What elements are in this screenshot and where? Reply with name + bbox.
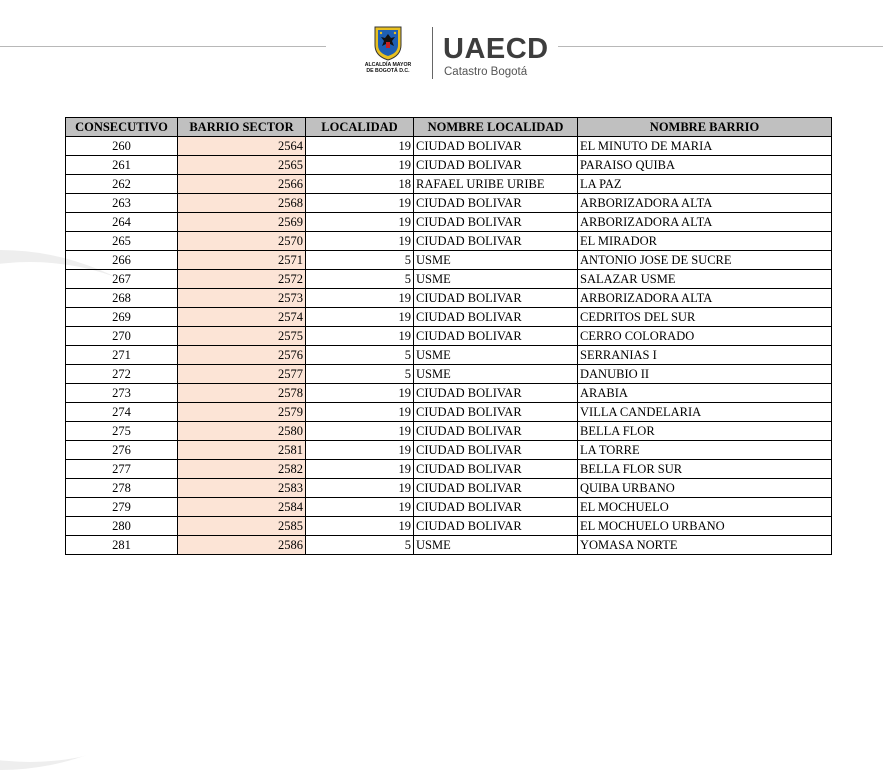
cell-localidad: 19	[306, 289, 414, 308]
cell-barrio-sector: 2571	[178, 251, 306, 270]
table-row	[66, 327, 832, 346]
cell-nombre-localidad: CIUDAD BOLIVAR	[414, 479, 578, 498]
cell-localidad: 5	[306, 346, 414, 365]
cell-localidad: 5	[306, 270, 414, 289]
cell-consecutivo: 268	[66, 289, 178, 308]
cell-nombre-barrio: ARABIA	[578, 384, 832, 403]
brand-subtitle: Catastro Bogotá	[444, 66, 528, 78]
cell-consecutivo: 269	[66, 308, 178, 327]
cell-localidad: 19	[306, 194, 414, 213]
barrios-table	[65, 117, 832, 555]
cell-localidad: 19	[306, 156, 414, 175]
cell-consecutivo: 264	[66, 213, 178, 232]
cell-nombre-barrio: QUIBA URBANO	[578, 479, 832, 498]
table-row	[66, 346, 832, 365]
cell-localidad: 19	[306, 327, 414, 346]
cell-localidad: 19	[306, 441, 414, 460]
cell-barrio-sector: 2566	[178, 175, 306, 194]
cell-localidad: 19	[306, 403, 414, 422]
cell-nombre-localidad: USME	[414, 251, 578, 270]
cell-localidad: 19	[306, 213, 414, 232]
cell-nombre-localidad: CIUDAD BOLIVAR	[414, 327, 578, 346]
cell-nombre-barrio: CEDRITOS DEL SUR	[578, 308, 832, 327]
cell-nombre-barrio: ANTONIO JOSE DE SUCRE	[578, 251, 832, 270]
cell-consecutivo: 265	[66, 232, 178, 251]
cell-localidad: 19	[306, 479, 414, 498]
cell-localidad: 19	[306, 137, 414, 156]
table-row	[66, 403, 832, 422]
cell-localidad: 19	[306, 308, 414, 327]
cell-consecutivo: 260	[66, 137, 178, 156]
cell-barrio-sector: 2575	[178, 327, 306, 346]
alcaldia-text-line1: ALCALDÍA MAYOR	[364, 62, 412, 68]
column-header-barrio-sector: BARRIO SECTOR	[178, 118, 306, 137]
cell-consecutivo: 278	[66, 479, 178, 498]
header-rule-left	[0, 46, 326, 47]
brand-title: UAECD	[443, 33, 549, 65]
cell-nombre-barrio: VILLA CANDELARIA	[578, 403, 832, 422]
cell-barrio-sector: 2576	[178, 346, 306, 365]
cell-nombre-localidad: USME	[414, 536, 578, 555]
table-row	[66, 365, 832, 384]
cell-nombre-barrio: EL MOCHUELO URBANO	[578, 517, 832, 536]
cell-nombre-localidad: CIUDAD BOLIVAR	[414, 213, 578, 232]
cell-nombre-localidad: RAFAEL URIBE URIBE	[414, 175, 578, 194]
cell-nombre-barrio: BELLA FLOR SUR	[578, 460, 832, 479]
cell-consecutivo: 271	[66, 346, 178, 365]
cell-barrio-sector: 2577	[178, 365, 306, 384]
table-row	[66, 517, 832, 536]
cell-localidad: 19	[306, 384, 414, 403]
cell-barrio-sector: 2564	[178, 137, 306, 156]
alcaldia-text	[360, 62, 416, 74]
cell-nombre-localidad: USME	[414, 365, 578, 384]
table-row	[66, 422, 832, 441]
table-row	[66, 175, 832, 194]
cell-consecutivo: 261	[66, 156, 178, 175]
cell-barrio-sector: 2584	[178, 498, 306, 517]
cell-barrio-sector: 2580	[178, 422, 306, 441]
cell-consecutivo: 275	[66, 422, 178, 441]
table-header-row	[66, 118, 832, 137]
table-row	[66, 384, 832, 403]
cell-localidad: 19	[306, 460, 414, 479]
table-row	[66, 289, 832, 308]
cell-consecutivo: 262	[66, 175, 178, 194]
cell-nombre-localidad: CIUDAD BOLIVAR	[414, 384, 578, 403]
cell-localidad: 19	[306, 422, 414, 441]
cell-nombre-localidad: CIUDAD BOLIVAR	[414, 194, 578, 213]
table-body	[66, 137, 832, 555]
cell-nombre-localidad: CIUDAD BOLIVAR	[414, 460, 578, 479]
cell-localidad: 19	[306, 232, 414, 251]
cell-consecutivo: 266	[66, 251, 178, 270]
cell-nombre-barrio: SALAZAR USME	[578, 270, 832, 289]
cell-barrio-sector: 2585	[178, 517, 306, 536]
cell-barrio-sector: 2581	[178, 441, 306, 460]
bogota-shield-icon	[373, 25, 403, 61]
table-row	[66, 232, 832, 251]
cell-nombre-localidad: CIUDAD BOLIVAR	[414, 289, 578, 308]
cell-barrio-sector: 2579	[178, 403, 306, 422]
cell-nombre-localidad: CIUDAD BOLIVAR	[414, 308, 578, 327]
column-header-nombre-localidad: NOMBRE LOCALIDAD	[414, 118, 578, 137]
cell-localidad: 19	[306, 498, 414, 517]
cell-localidad: 5	[306, 365, 414, 384]
cell-nombre-localidad: CIUDAD BOLIVAR	[414, 498, 578, 517]
cell-nombre-barrio: EL MINUTO DE MARIA	[578, 137, 832, 156]
cell-nombre-barrio: LA PAZ	[578, 175, 832, 194]
table-row	[66, 270, 832, 289]
cell-nombre-barrio: YOMASA NORTE	[578, 536, 832, 555]
cell-nombre-localidad: USME	[414, 346, 578, 365]
cell-consecutivo: 273	[66, 384, 178, 403]
cell-nombre-barrio: EL MIRADOR	[578, 232, 832, 251]
cell-nombre-localidad: CIUDAD BOLIVAR	[414, 517, 578, 536]
table-row	[66, 137, 832, 156]
header-rule-right	[558, 46, 883, 47]
cell-consecutivo: 272	[66, 365, 178, 384]
cell-consecutivo: 280	[66, 517, 178, 536]
table-row	[66, 213, 832, 232]
cell-barrio-sector: 2586	[178, 536, 306, 555]
table-row	[66, 251, 832, 270]
column-header-consecutivo: CONSECUTIVO	[66, 118, 178, 137]
cell-nombre-localidad: CIUDAD BOLIVAR	[414, 403, 578, 422]
table-row	[66, 308, 832, 327]
cell-nombre-barrio: PARAISO QUIBA	[578, 156, 832, 175]
cell-nombre-localidad: CIUDAD BOLIVAR	[414, 441, 578, 460]
cell-nombre-localidad: USME	[414, 270, 578, 289]
table-row	[66, 536, 832, 555]
cell-consecutivo: 276	[66, 441, 178, 460]
cell-localidad: 5	[306, 251, 414, 270]
cell-consecutivo: 263	[66, 194, 178, 213]
cell-barrio-sector: 2565	[178, 156, 306, 175]
table-row	[66, 460, 832, 479]
cell-nombre-barrio: SERRANIAS I	[578, 346, 832, 365]
table-row	[66, 156, 832, 175]
cell-barrio-sector: 2574	[178, 308, 306, 327]
table-row	[66, 441, 832, 460]
cell-nombre-barrio: ARBORIZADORA ALTA	[578, 289, 832, 308]
cell-consecutivo: 281	[66, 536, 178, 555]
alcaldia-text-line2: DE BOGOTÁ D.C.	[366, 68, 410, 74]
cell-nombre-barrio: BELLA FLOR	[578, 422, 832, 441]
cell-consecutivo: 274	[66, 403, 178, 422]
alcaldia-logo	[360, 22, 416, 86]
table-row	[66, 479, 832, 498]
cell-nombre-barrio: DANUBIO II	[578, 365, 832, 384]
cell-nombre-localidad: CIUDAD BOLIVAR	[414, 422, 578, 441]
cell-barrio-sector: 2568	[178, 194, 306, 213]
cell-barrio-sector: 2573	[178, 289, 306, 308]
cell-consecutivo: 277	[66, 460, 178, 479]
cell-nombre-barrio: ARBORIZADORA ALTA	[578, 213, 832, 232]
cell-localidad: 5	[306, 536, 414, 555]
cell-nombre-barrio: ARBORIZADORA ALTA	[578, 194, 832, 213]
cell-barrio-sector: 2570	[178, 232, 306, 251]
table-row	[66, 498, 832, 517]
cell-nombre-barrio: LA TORRE	[578, 441, 832, 460]
cell-nombre-barrio: EL MOCHUELO	[578, 498, 832, 517]
cell-nombre-localidad: CIUDAD BOLIVAR	[414, 232, 578, 251]
cell-consecutivo: 267	[66, 270, 178, 289]
cell-nombre-barrio: CERRO COLORADO	[578, 327, 832, 346]
cell-nombre-localidad: CIUDAD BOLIVAR	[414, 156, 578, 175]
cell-localidad: 18	[306, 175, 414, 194]
column-header-nombre-barrio: NOMBRE BARRIO	[578, 118, 832, 137]
column-header-localidad: LOCALIDAD	[306, 118, 414, 137]
cell-nombre-localidad: CIUDAD BOLIVAR	[414, 137, 578, 156]
cell-barrio-sector: 2583	[178, 479, 306, 498]
cell-localidad: 19	[306, 517, 414, 536]
cell-barrio-sector: 2578	[178, 384, 306, 403]
table-row	[66, 194, 832, 213]
cell-barrio-sector: 2582	[178, 460, 306, 479]
cell-barrio-sector: 2569	[178, 213, 306, 232]
cell-consecutivo: 270	[66, 327, 178, 346]
cell-consecutivo: 279	[66, 498, 178, 517]
logo-divider	[432, 27, 433, 79]
header-logos	[360, 22, 549, 86]
cell-barrio-sector: 2572	[178, 270, 306, 289]
